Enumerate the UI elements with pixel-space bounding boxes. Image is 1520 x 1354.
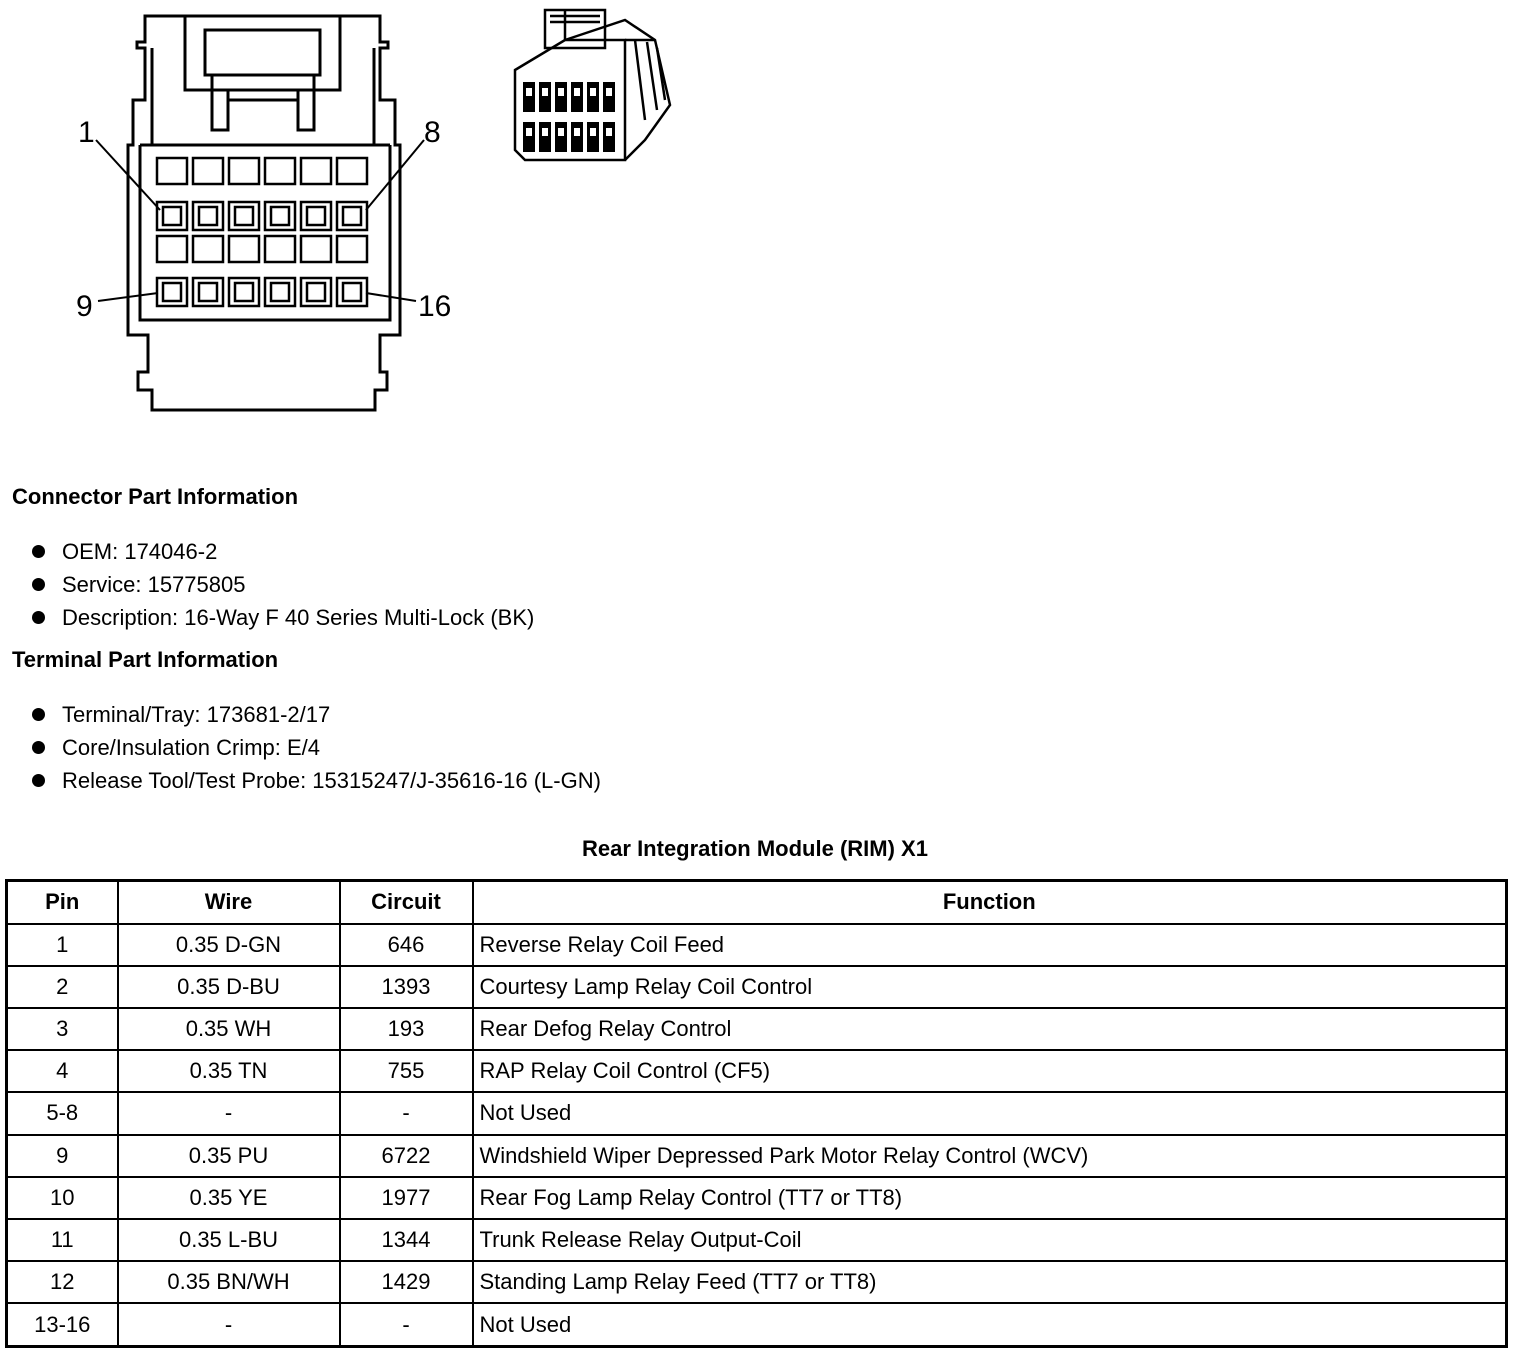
cell-pin: 4 (7, 1050, 118, 1092)
bullet-icon (32, 774, 45, 787)
table-row (7, 1135, 1507, 1177)
bullet-icon (32, 578, 45, 591)
cell-function: Rear Defog Relay Control (473, 1008, 1507, 1050)
cell-pin: 5-8 (7, 1092, 118, 1134)
cell-function: RAP Relay Coil Control (CF5) (473, 1050, 1507, 1092)
table-row (7, 966, 1507, 1008)
cell-function: Trunk Release Relay Output-Coil (473, 1219, 1507, 1261)
pinout-table (5, 879, 1508, 1348)
cell-circuit: 6722 (340, 1135, 473, 1177)
cell-pin: 2 (7, 966, 118, 1008)
connector-isometric-image (505, 0, 680, 175)
cell-pin: 3 (7, 1008, 118, 1050)
cell-circuit: 755 (340, 1050, 473, 1092)
pin-label-16: 16 (418, 290, 452, 323)
cell-wire: 0.35 L-BU (118, 1219, 340, 1261)
cell-function: Not Used (473, 1092, 1507, 1134)
table-row (7, 1177, 1507, 1219)
cell-circuit: - (340, 1303, 473, 1346)
pin-label-1: 1 (78, 116, 95, 149)
pin-label-9: 9 (76, 290, 93, 323)
cell-wire: - (118, 1303, 340, 1346)
table-row (7, 1303, 1507, 1346)
list-item: OEM: 174046-2 (12, 535, 912, 568)
cell-circuit: 646 (340, 924, 473, 966)
cell-pin: 11 (7, 1219, 118, 1261)
cell-pin: 1 (7, 924, 118, 966)
table-title: Rear Integration Module (RIM) X1 (582, 836, 928, 861)
cell-circuit: 1344 (340, 1219, 473, 1261)
bullet-icon (32, 611, 45, 624)
terminal-part-info-heading: Terminal Part Information (12, 647, 279, 672)
cell-function: Windshield Wiper Depressed Park Motor Relay Control (WCV) (473, 1135, 1507, 1177)
terminal-part-info-list (12, 698, 912, 797)
table-row (7, 1092, 1507, 1134)
column-header-wire: Wire (118, 881, 340, 924)
cell-function: Rear Fog Lamp Relay Control (TT7 or TT8) (473, 1177, 1507, 1219)
cell-wire: - (118, 1092, 340, 1134)
cell-function: Standing Lamp Relay Feed (TT7 or TT8) (473, 1261, 1507, 1303)
cell-circuit: - (340, 1092, 473, 1134)
cell-wire: 0.35 D-GN (118, 924, 340, 966)
cell-circuit: 1429 (340, 1261, 473, 1303)
cell-circuit: 1393 (340, 966, 473, 1008)
table-row (7, 1050, 1507, 1092)
column-header-function: Function (473, 881, 1507, 924)
list-item: Core/Insulation Crimp: E/4 (12, 731, 912, 764)
table-row (7, 1008, 1507, 1050)
list-item: Service: 15775805 (12, 568, 912, 601)
table-row (7, 1219, 1507, 1261)
list-item: Terminal/Tray: 173681-2/17 (12, 698, 912, 731)
cell-pin: 10 (7, 1177, 118, 1219)
column-header-pin: Pin (7, 881, 118, 924)
cell-pin: 9 (7, 1135, 118, 1177)
cell-wire: 0.35 PU (118, 1135, 340, 1177)
cell-wire: 0.35 TN (118, 1050, 340, 1092)
bullet-icon (32, 708, 45, 721)
cell-function: Not Used (473, 1303, 1507, 1346)
cell-circuit: 193 (340, 1008, 473, 1050)
connector-part-info-heading: Connector Part Information (12, 484, 299, 509)
table-row (7, 924, 1507, 966)
cell-function: Courtesy Lamp Relay Coil Control (473, 966, 1507, 1008)
pin-label-8: 8 (424, 116, 441, 149)
cell-circuit: 1977 (340, 1177, 473, 1219)
connector-face-diagram (0, 0, 470, 420)
cell-wire: 0.35 WH (118, 1008, 340, 1050)
cell-wire: 0.35 YE (118, 1177, 340, 1219)
cell-pin: 13-16 (7, 1303, 118, 1346)
column-header-circuit: Circuit (340, 881, 473, 924)
list-item: Release Tool/Test Probe: 15315247/J-35616-16 (L-GN) (12, 764, 912, 797)
list-item: Description: 16-Way F 40 Series Multi-Lock (BK) (12, 601, 912, 634)
table-row (7, 1261, 1507, 1303)
connector-part-info-list (12, 535, 912, 634)
table-header-row (7, 881, 1507, 924)
cell-pin: 12 (7, 1261, 118, 1303)
bullet-icon (32, 741, 45, 754)
bullet-icon (32, 545, 45, 558)
cell-function: Reverse Relay Coil Feed (473, 924, 1507, 966)
cell-wire: 0.35 BN/WH (118, 1261, 340, 1303)
cell-wire: 0.35 D-BU (118, 966, 340, 1008)
